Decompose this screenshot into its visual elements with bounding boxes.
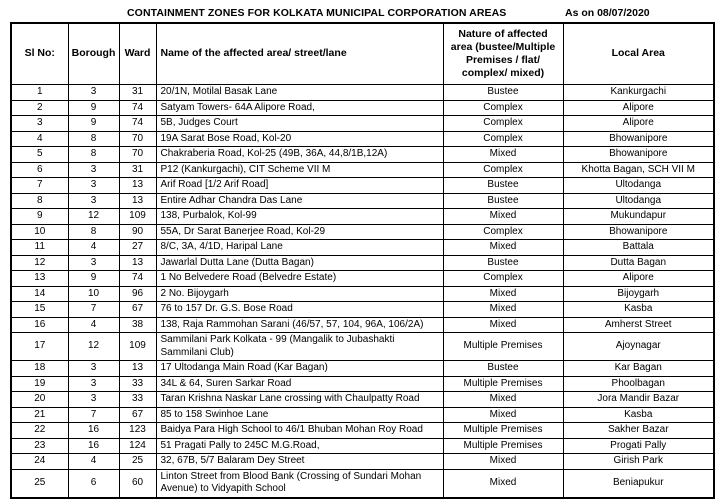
table-row xyxy=(11,147,714,163)
table-row xyxy=(11,286,714,302)
ward-cell: 96 xyxy=(119,286,156,302)
header-local-area: Local Area xyxy=(563,23,714,85)
local-area-cell: Bhowanipore xyxy=(563,147,714,163)
borough-cell: 3 xyxy=(68,178,119,194)
table-row xyxy=(11,193,714,209)
local-area-cell: Phoolbagan xyxy=(563,376,714,392)
name-cell: Sammilani Park Kolkata - 99 (Mangalik to Jubashakti Sammilani Club) xyxy=(156,333,443,361)
table-row xyxy=(11,361,714,377)
ward-cell: 67 xyxy=(119,407,156,423)
nature-cell: Complex xyxy=(443,271,563,287)
ward-cell: 67 xyxy=(119,302,156,318)
table-row xyxy=(11,302,714,318)
local-area-cell: Bhowanipore xyxy=(563,131,714,147)
borough-cell: 7 xyxy=(68,407,119,423)
borough-cell: 3 xyxy=(68,162,119,178)
local-area-cell: Ajoynagar xyxy=(563,333,714,361)
ward-cell: 60 xyxy=(119,469,156,498)
sl-no-cell: 4 xyxy=(11,131,68,147)
local-area-cell: Alipore xyxy=(563,116,714,132)
ward-cell: 74 xyxy=(119,100,156,116)
containment-zones-table xyxy=(10,22,715,499)
ward-cell: 38 xyxy=(119,317,156,333)
nature-cell: Mixed xyxy=(443,317,563,333)
borough-cell: 9 xyxy=(68,100,119,116)
sl-no-cell: 13 xyxy=(11,271,68,287)
nature-cell: Mixed xyxy=(443,454,563,470)
ward-cell: 13 xyxy=(119,178,156,194)
local-area-cell: Kankurgachi xyxy=(563,85,714,101)
nature-cell: Mixed xyxy=(443,469,563,498)
local-area-cell: Girish Park xyxy=(563,454,714,470)
name-cell: 1 No Belvedere Road (Belvedre Estate) xyxy=(156,271,443,287)
sl-no-cell: 19 xyxy=(11,376,68,392)
nature-cell: Mixed xyxy=(443,392,563,408)
local-area-cell: Sakher Bazar xyxy=(563,423,714,439)
name-cell: 17 Ultodanga Main Road (Kar Bagan) xyxy=(156,361,443,377)
local-area-cell: Jora Mandir Bazar xyxy=(563,392,714,408)
name-cell: 20/1N, Motilal Basak Lane xyxy=(156,85,443,101)
sl-no-cell: 6 xyxy=(11,162,68,178)
ward-cell: 13 xyxy=(119,255,156,271)
sl-no-cell: 8 xyxy=(11,193,68,209)
borough-cell: 4 xyxy=(68,317,119,333)
nature-cell: Multiple Premises xyxy=(443,333,563,361)
page-title: CONTAINMENT ZONES FOR KOLKATA MUNICIPAL CORPORATION AREAS xyxy=(127,7,507,19)
sl-no-cell: 24 xyxy=(11,454,68,470)
nature-cell: Mixed xyxy=(443,407,563,423)
header-borough: Borough xyxy=(68,23,119,85)
name-cell: 2 No. Bijoygarh xyxy=(156,286,443,302)
header-nature-of-area: Nature of affected area (bustee/Multiple Premises / flat/ complex/ mixed) xyxy=(443,23,563,85)
table-row xyxy=(11,240,714,256)
local-area-cell: Kasba xyxy=(563,302,714,318)
local-area-cell: Alipore xyxy=(563,271,714,287)
ward-cell: 70 xyxy=(119,147,156,163)
borough-cell: 3 xyxy=(68,85,119,101)
local-area-cell: Kasba xyxy=(563,407,714,423)
nature-cell: Multiple Premises xyxy=(443,438,563,454)
nature-cell: Complex xyxy=(443,131,563,147)
borough-cell: 12 xyxy=(68,209,119,225)
name-cell: Taran Krishna Naskar Lane crossing with Chaulpatty Road xyxy=(156,392,443,408)
table-row xyxy=(11,131,714,147)
ward-cell: 33 xyxy=(119,392,156,408)
table-row xyxy=(11,469,714,498)
nature-cell: Complex xyxy=(443,116,563,132)
ward-cell: 124 xyxy=(119,438,156,454)
local-area-cell: Ultodanga xyxy=(563,178,714,194)
nature-cell: Complex xyxy=(443,224,563,240)
nature-cell: Mixed xyxy=(443,240,563,256)
sl-no-cell: 12 xyxy=(11,255,68,271)
borough-cell: 6 xyxy=(68,469,119,498)
borough-cell: 9 xyxy=(68,116,119,132)
name-cell: Jawarlal Dutta Lane (Dutta Bagan) xyxy=(156,255,443,271)
table-row xyxy=(11,224,714,240)
sl-no-cell: 7 xyxy=(11,178,68,194)
borough-cell: 8 xyxy=(68,147,119,163)
borough-cell: 3 xyxy=(68,361,119,377)
name-cell: Satyam Towers- 64A Alipore Road, xyxy=(156,100,443,116)
ward-cell: 31 xyxy=(119,162,156,178)
name-cell: 138, Raja Rammohan Sarani (46/57, 57, 104, 96A, 106/2A) xyxy=(156,317,443,333)
borough-cell: 3 xyxy=(68,193,119,209)
name-cell: Linton Street from Blood Bank (Crossing of Sundari Mohan Avenue) to Vidyapith School xyxy=(156,469,443,498)
borough-cell: 16 xyxy=(68,423,119,439)
nature-cell: Bustee xyxy=(443,361,563,377)
sl-no-cell: 14 xyxy=(11,286,68,302)
as-on-date: As on 08/07/2020 xyxy=(565,7,650,19)
nature-cell: Mixed xyxy=(443,209,563,225)
table-row xyxy=(11,333,714,361)
ward-cell: 109 xyxy=(119,209,156,225)
sl-no-cell: 2 xyxy=(11,100,68,116)
borough-cell: 10 xyxy=(68,286,119,302)
ward-cell: 13 xyxy=(119,361,156,377)
sl-no-cell: 22 xyxy=(11,423,68,439)
nature-cell: Bustee xyxy=(443,178,563,194)
nature-cell: Multiple Premises xyxy=(443,376,563,392)
borough-cell: 4 xyxy=(68,240,119,256)
table-row xyxy=(11,407,714,423)
name-cell: 5B, Judges Court xyxy=(156,116,443,132)
ward-cell: 90 xyxy=(119,224,156,240)
nature-cell: Complex xyxy=(443,100,563,116)
table-row xyxy=(11,438,714,454)
ward-cell: 33 xyxy=(119,376,156,392)
name-cell: 51 Pragati Pally to 245C M.G.Road, xyxy=(156,438,443,454)
name-cell: P12 (Kankurgachi), CIT Scheme VII M xyxy=(156,162,443,178)
name-cell: 19A Sarat Bose Road, Kol-20 xyxy=(156,131,443,147)
local-area-cell: Mukundapur xyxy=(563,209,714,225)
local-area-cell: Battala xyxy=(563,240,714,256)
borough-cell: 3 xyxy=(68,255,119,271)
table-row xyxy=(11,178,714,194)
table-row xyxy=(11,376,714,392)
sl-no-cell: 5 xyxy=(11,147,68,163)
table-row xyxy=(11,116,714,132)
sl-no-cell: 21 xyxy=(11,407,68,423)
ward-cell: 31 xyxy=(119,85,156,101)
local-area-cell: Khotta Bagan, SCH VII M xyxy=(563,162,714,178)
borough-cell: 9 xyxy=(68,271,119,287)
name-cell: 8/C, 3A, 4/1D, Haripal Lane xyxy=(156,240,443,256)
name-cell: 138, Purbalok, Kol-99 xyxy=(156,209,443,225)
table-row xyxy=(11,271,714,287)
sl-no-cell: 18 xyxy=(11,361,68,377)
borough-cell: 3 xyxy=(68,392,119,408)
nature-cell: Multiple Premises xyxy=(443,423,563,439)
ward-cell: 13 xyxy=(119,193,156,209)
nature-cell: Bustee xyxy=(443,255,563,271)
ward-cell: 70 xyxy=(119,131,156,147)
name-cell: 85 to 158 Swinhoe Lane xyxy=(156,407,443,423)
table-row xyxy=(11,423,714,439)
name-cell: Entire Adhar Chandra Das Lane xyxy=(156,193,443,209)
ward-cell: 123 xyxy=(119,423,156,439)
local-area-cell: Bhowanipore xyxy=(563,224,714,240)
borough-cell: 16 xyxy=(68,438,119,454)
borough-cell: 7 xyxy=(68,302,119,318)
table-row xyxy=(11,317,714,333)
table-row xyxy=(11,100,714,116)
nature-cell: Mixed xyxy=(443,286,563,302)
name-cell: Chakraberia Road, Kol-25 (49B, 36A, 44,8/1B,12A) xyxy=(156,147,443,163)
ward-cell: 27 xyxy=(119,240,156,256)
header-name-of-area: Name of the affected area/ street/lane xyxy=(156,23,443,85)
name-cell: Baidya Para High School to 46/1 Bhuban Mohan Roy Road xyxy=(156,423,443,439)
header-ward: Ward xyxy=(119,23,156,85)
borough-cell: 8 xyxy=(68,131,119,147)
sl-no-cell: 16 xyxy=(11,317,68,333)
local-area-cell: Kar Bagan xyxy=(563,361,714,377)
sl-no-cell: 1 xyxy=(11,85,68,101)
ward-cell: 109 xyxy=(119,333,156,361)
nature-cell: Bustee xyxy=(443,85,563,101)
table-row xyxy=(11,85,714,101)
header-sl-no: Sl No: xyxy=(11,23,68,85)
local-area-cell: Alipore xyxy=(563,100,714,116)
name-cell: 34L & 64, Suren Sarkar Road xyxy=(156,376,443,392)
sl-no-cell: 3 xyxy=(11,116,68,132)
sl-no-cell: 10 xyxy=(11,224,68,240)
sl-no-cell: 17 xyxy=(11,333,68,361)
ward-cell: 74 xyxy=(119,271,156,287)
table-row xyxy=(11,392,714,408)
sl-no-cell: 9 xyxy=(11,209,68,225)
name-cell: 55A, Dr Sarat Banerjee Road, Kol-29 xyxy=(156,224,443,240)
nature-cell: Mixed xyxy=(443,147,563,163)
name-cell: 32, 67B, 5/7 Balaram Dey Street xyxy=(156,454,443,470)
local-area-cell: Bijoygarh xyxy=(563,286,714,302)
borough-cell: 4 xyxy=(68,454,119,470)
sl-no-cell: 25 xyxy=(11,469,68,498)
table-header-row xyxy=(11,23,714,85)
borough-cell: 12 xyxy=(68,333,119,361)
table-row xyxy=(11,209,714,225)
name-cell: 76 to 157 Dr. G.S. Bose Road xyxy=(156,302,443,318)
local-area-cell: Progati Pally xyxy=(563,438,714,454)
ward-cell: 25 xyxy=(119,454,156,470)
table-row xyxy=(11,162,714,178)
local-area-cell: Amherst Street xyxy=(563,317,714,333)
nature-cell: Complex xyxy=(443,162,563,178)
nature-cell: Mixed xyxy=(443,302,563,318)
table-row xyxy=(11,454,714,470)
name-cell: Arif Road [1/2 Arif Road] xyxy=(156,178,443,194)
borough-cell: 3 xyxy=(68,376,119,392)
table-row xyxy=(11,255,714,271)
nature-cell: Bustee xyxy=(443,193,563,209)
sl-no-cell: 15 xyxy=(11,302,68,318)
sl-no-cell: 11 xyxy=(11,240,68,256)
ward-cell: 74 xyxy=(119,116,156,132)
sl-no-cell: 20 xyxy=(11,392,68,408)
sl-no-cell: 23 xyxy=(11,438,68,454)
table-body xyxy=(11,85,714,498)
borough-cell: 8 xyxy=(68,224,119,240)
local-area-cell: Beniapukur xyxy=(563,469,714,498)
local-area-cell: Ultodanga xyxy=(563,193,714,209)
local-area-cell: Dutta Bagan xyxy=(563,255,714,271)
